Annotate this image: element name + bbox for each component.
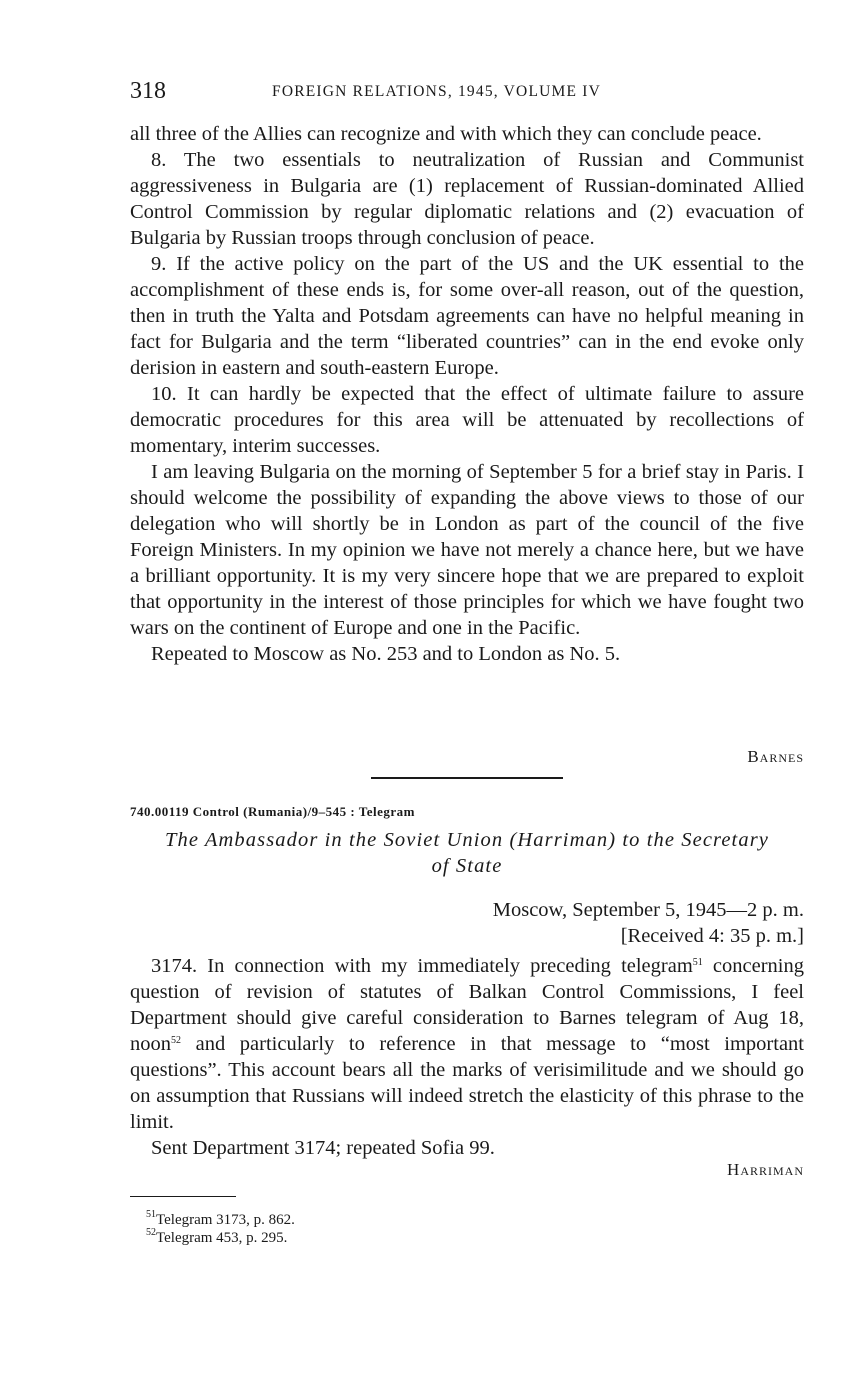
paragraph-3174 [130, 953, 804, 1135]
paragraph-3174-part-3: and particularly to reference in that message to “most important questions”. This account bears all the marks of verisimilitude and we should go on assumption that Russians will indeed stretch the elasticity of this phrase to the limit. [130, 1033, 804, 1133]
footnote-rule [130, 1196, 236, 1197]
file-reference: 740.00119 Control (Rumania)/9–545 : Telegram [130, 804, 416, 819]
footnote-ref-51: 51 [692, 957, 703, 968]
footnote-51 [146, 1211, 295, 1229]
section-divider [371, 777, 563, 779]
section-harriman-telegram [130, 953, 804, 1161]
footnote-text: Telegram 453, p. 295. [156, 1230, 288, 1246]
document-title-line-2: of State [431, 855, 503, 877]
signature-harriman: Harriman [727, 1160, 804, 1179]
section-barnes-telegram [130, 121, 804, 667]
paragraph-3174-part-1: 3174. In connection with my immediately preceding telegram [151, 955, 693, 977]
footnote-52 [146, 1229, 295, 1247]
footnote-ref-52: 52 [171, 1035, 181, 1046]
footnote-text: Telegram 3173, p. 862. [156, 1212, 295, 1228]
footnotes [146, 1211, 295, 1247]
paragraph-continued: all three of the Allies can recognize and with which they can conclude peace. [130, 123, 762, 145]
signature-barnes: Barnes [747, 747, 804, 766]
paragraph-repeated: Repeated to Moscow as No. 253 and to London as No. 5. [151, 643, 621, 665]
paragraph-10: 10. It can hardly be expected that the effect of ultimate failure to assure democratic procedures for this area will be attenuated by recollections of momentary, interim successes. [130, 383, 804, 457]
footnote-mark: 52 [146, 1227, 156, 1238]
running-title: FOREIGN RELATIONS, 1945, VOLUME IV [272, 83, 601, 100]
paragraph-8: 8. The two essentials to neutralization of Russian and Communist aggressiveness in Bulgaria are (1) replacement of Russian-dominated Allied Control Commission by regular diplomatic relations and (2) evacuation of Bulgaria by Russian troops through conclusion of peace. [130, 149, 804, 249]
footnote-mark: 51 [146, 1209, 156, 1220]
document-title [130, 827, 804, 879]
paragraph-9: 9. If the active policy on the part of the US and the UK essential to the accomplishment of these ends is, for some over-all reason, out of the question, then in truth the Yalta and Potsdam agreements can have no helpful meaning in fact for Bulgaria and the term “liberated countries” can in the end evoke only derision in eastern and south-eastern Europe. [130, 253, 804, 379]
page-number: 318 [130, 78, 166, 104]
received-time: [Received 4: 35 p. m.] [620, 925, 804, 947]
running-header [130, 76, 804, 106]
paragraph-sent: Sent Department 3174; repeated Sofia 99. [151, 1137, 495, 1159]
paragraph-3174-part-2: concerning question of revision of statutes of Balkan Control Commissions, I feel Department should give careful consideration to Barnes telegram of Aug 18, noon [130, 955, 804, 1055]
document-title-line-1: The Ambassador in the Soviet Union (Harriman) to the Secretary [165, 829, 769, 851]
dateline: Moscow, September 5, 1945—2 p. m. [492, 899, 804, 921]
paragraph-leaving-bulgaria: I am leaving Bulgaria on the morning of September 5 for a brief stay in Paris. I should welcome the possibility of expanding the above views to those of our delegation who will shortly be in London as part of the council of the five Foreign Ministers. In my opinion we have not merely a chance here, but we have a brilliant opportunity. It is my very sincere hope that we are prepared to exploit that opportunity in the interest of those principles for which we have fought two wars on the continent of Europe and one in the Pacific. [130, 461, 804, 639]
